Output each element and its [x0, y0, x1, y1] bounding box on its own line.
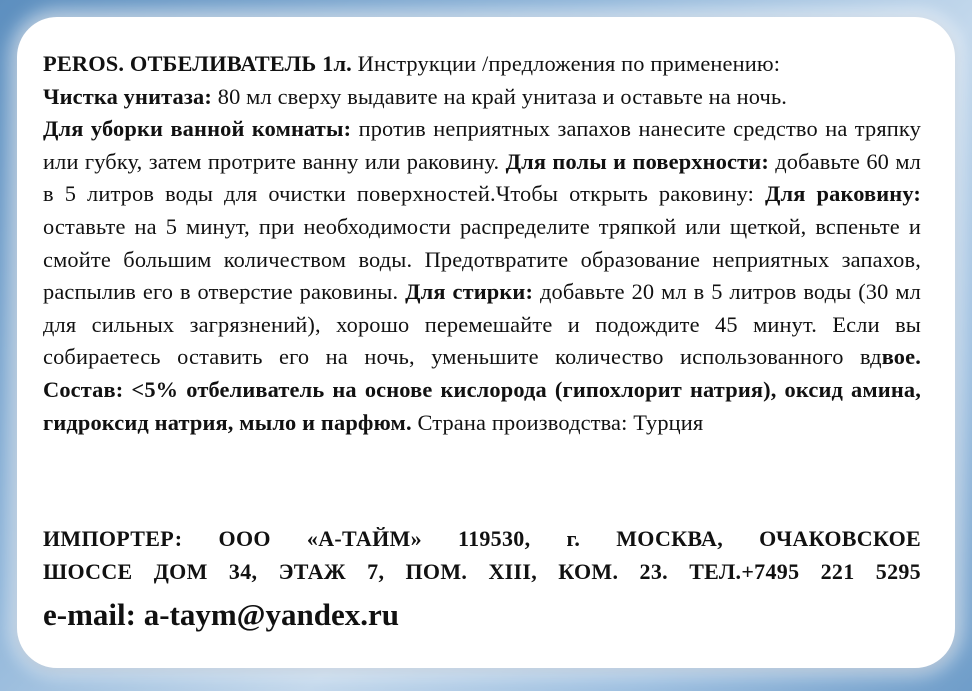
bath-heading: Для уборки ванной комнаты:: [43, 116, 352, 142]
importer-line-1: ИМПОРТЕР: ООО «А-ТАЙМ» 119530, г. МОСКВА, ОЧАКОВСКОЕ: [43, 526, 921, 551]
floor-text: добавьте 60 мл в 5 литров воды для очистки поверхностей.Чтобы открыть раковину:: [43, 148, 921, 207]
label-card: [17, 17, 955, 668]
product-title: PEROS. ОТБЕЛИВАТЕЛЬ 1л.: [43, 51, 352, 76]
laundry-text: добавьте 20 мл в 5 литров воды (30 мл для сильных загрязнений), хорошо перемешайте и подождите 45 минут. Если вы собираетесь оставить его на ночь, уменьшите количество использованного вд: [43, 279, 921, 370]
importer-line-2: ШОССЕ ДОМ 34, ЭТАЖ 7, ПОМ. XIII, КОМ. 23. ТЕЛ.+7495 221 5295: [43, 559, 921, 584]
instructions-heading: Инструкции /предложения по применению:: [351, 51, 781, 76]
twice-text: вое.: [881, 344, 921, 370]
toilet-heading: Чистка унитаза:: [43, 83, 212, 109]
country-text: Страна производства: Турция: [411, 409, 704, 435]
email-text: e-mail: a-taym@yandex.ru: [43, 597, 400, 632]
sink-heading: Для раковину:: [764, 181, 921, 207]
sink-text: оставьте на 5 минут, при необходимости распределите тряпкой или щеткой, вспеньте и смойте большим количеством воды. Предотвратите образование неприятных запахов, распылив его в отверстие раковины.: [43, 213, 921, 305]
importer-block: [43, 522, 921, 588]
laundry-heading: Для стирки:: [405, 279, 534, 305]
floor-heading: Для полы и поверхности:: [505, 148, 769, 174]
instructions-text: [43, 48, 921, 439]
composition-text: Состав: <5% отбеливатель на основе кислорода (гипохлорит натрия), оксид амина, гидроксид натрия, мыло и парфюм.: [43, 376, 921, 435]
toilet-text: 80 мл сверху выдавите на край унитаза и оставьте на ночь.: [212, 83, 788, 109]
bath-text: против неприятных запахов нанесите средство на тряпку или губку, затем протрите ванну или раковину.: [43, 116, 921, 174]
